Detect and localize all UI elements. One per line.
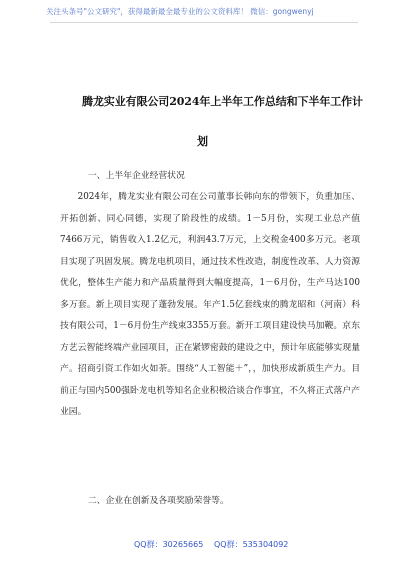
section-heading-2: 二、企业在创新及各项奖励荣誉等。 <box>88 496 229 506</box>
body-paragraph-1: 2024年，腾龙实业有限公司在公司董事长韩向东的带领下，负重加压、开拓创新、同心同德，实现了阶段性的成绩。1－5月份，实现工业总产值7466万元，销售收入1.2亿元，利润43.7万元，上交税金400多万元。老项目实现了巩固发展。腾龙电机项目，通过技术性改造，制度性改革、人力资源优化，整体生产能力和产品质量得到大幅度提高，1－6月份，生产马达100多万套。新上项目实现了蓬勃发展。年产1.5亿套线束的腾龙昭和（河南）科技有限公司，1－6月份生产线束3355万套。新开工项目建设快马加鞭。京东方艺云智能终端产业园项目，正在紧锣密鼓的建设之中，预计年底能够实现量产。招商引资工作如火如荼。围绕“人工智能＋”，，加快形成新质生产力。目前正与国内500强卧龙电机等知名企业积极洽谈合作事宜，不久将正式落户产业园。 <box>60 192 360 417</box>
header-banner: 关注头条号"公文研究"，获得最新最全最专业的公文资料库！ 微信：gongwenyj <box>46 7 314 16</box>
document-title-continuation: 划 <box>197 135 208 148</box>
footer-qq-group-2: QQ群：535304092 <box>214 540 289 549</box>
section-heading-1: 一、上半年企业经营状况 <box>88 171 185 181</box>
header-divider <box>50 22 358 23</box>
footer <box>0 538 408 552</box>
footer-qq-group-1: QQ群：30265665 <box>134 540 204 549</box>
document-title: 腾龙实业有限公司2024年上半年工作总结和下半年工作计 <box>82 95 363 108</box>
